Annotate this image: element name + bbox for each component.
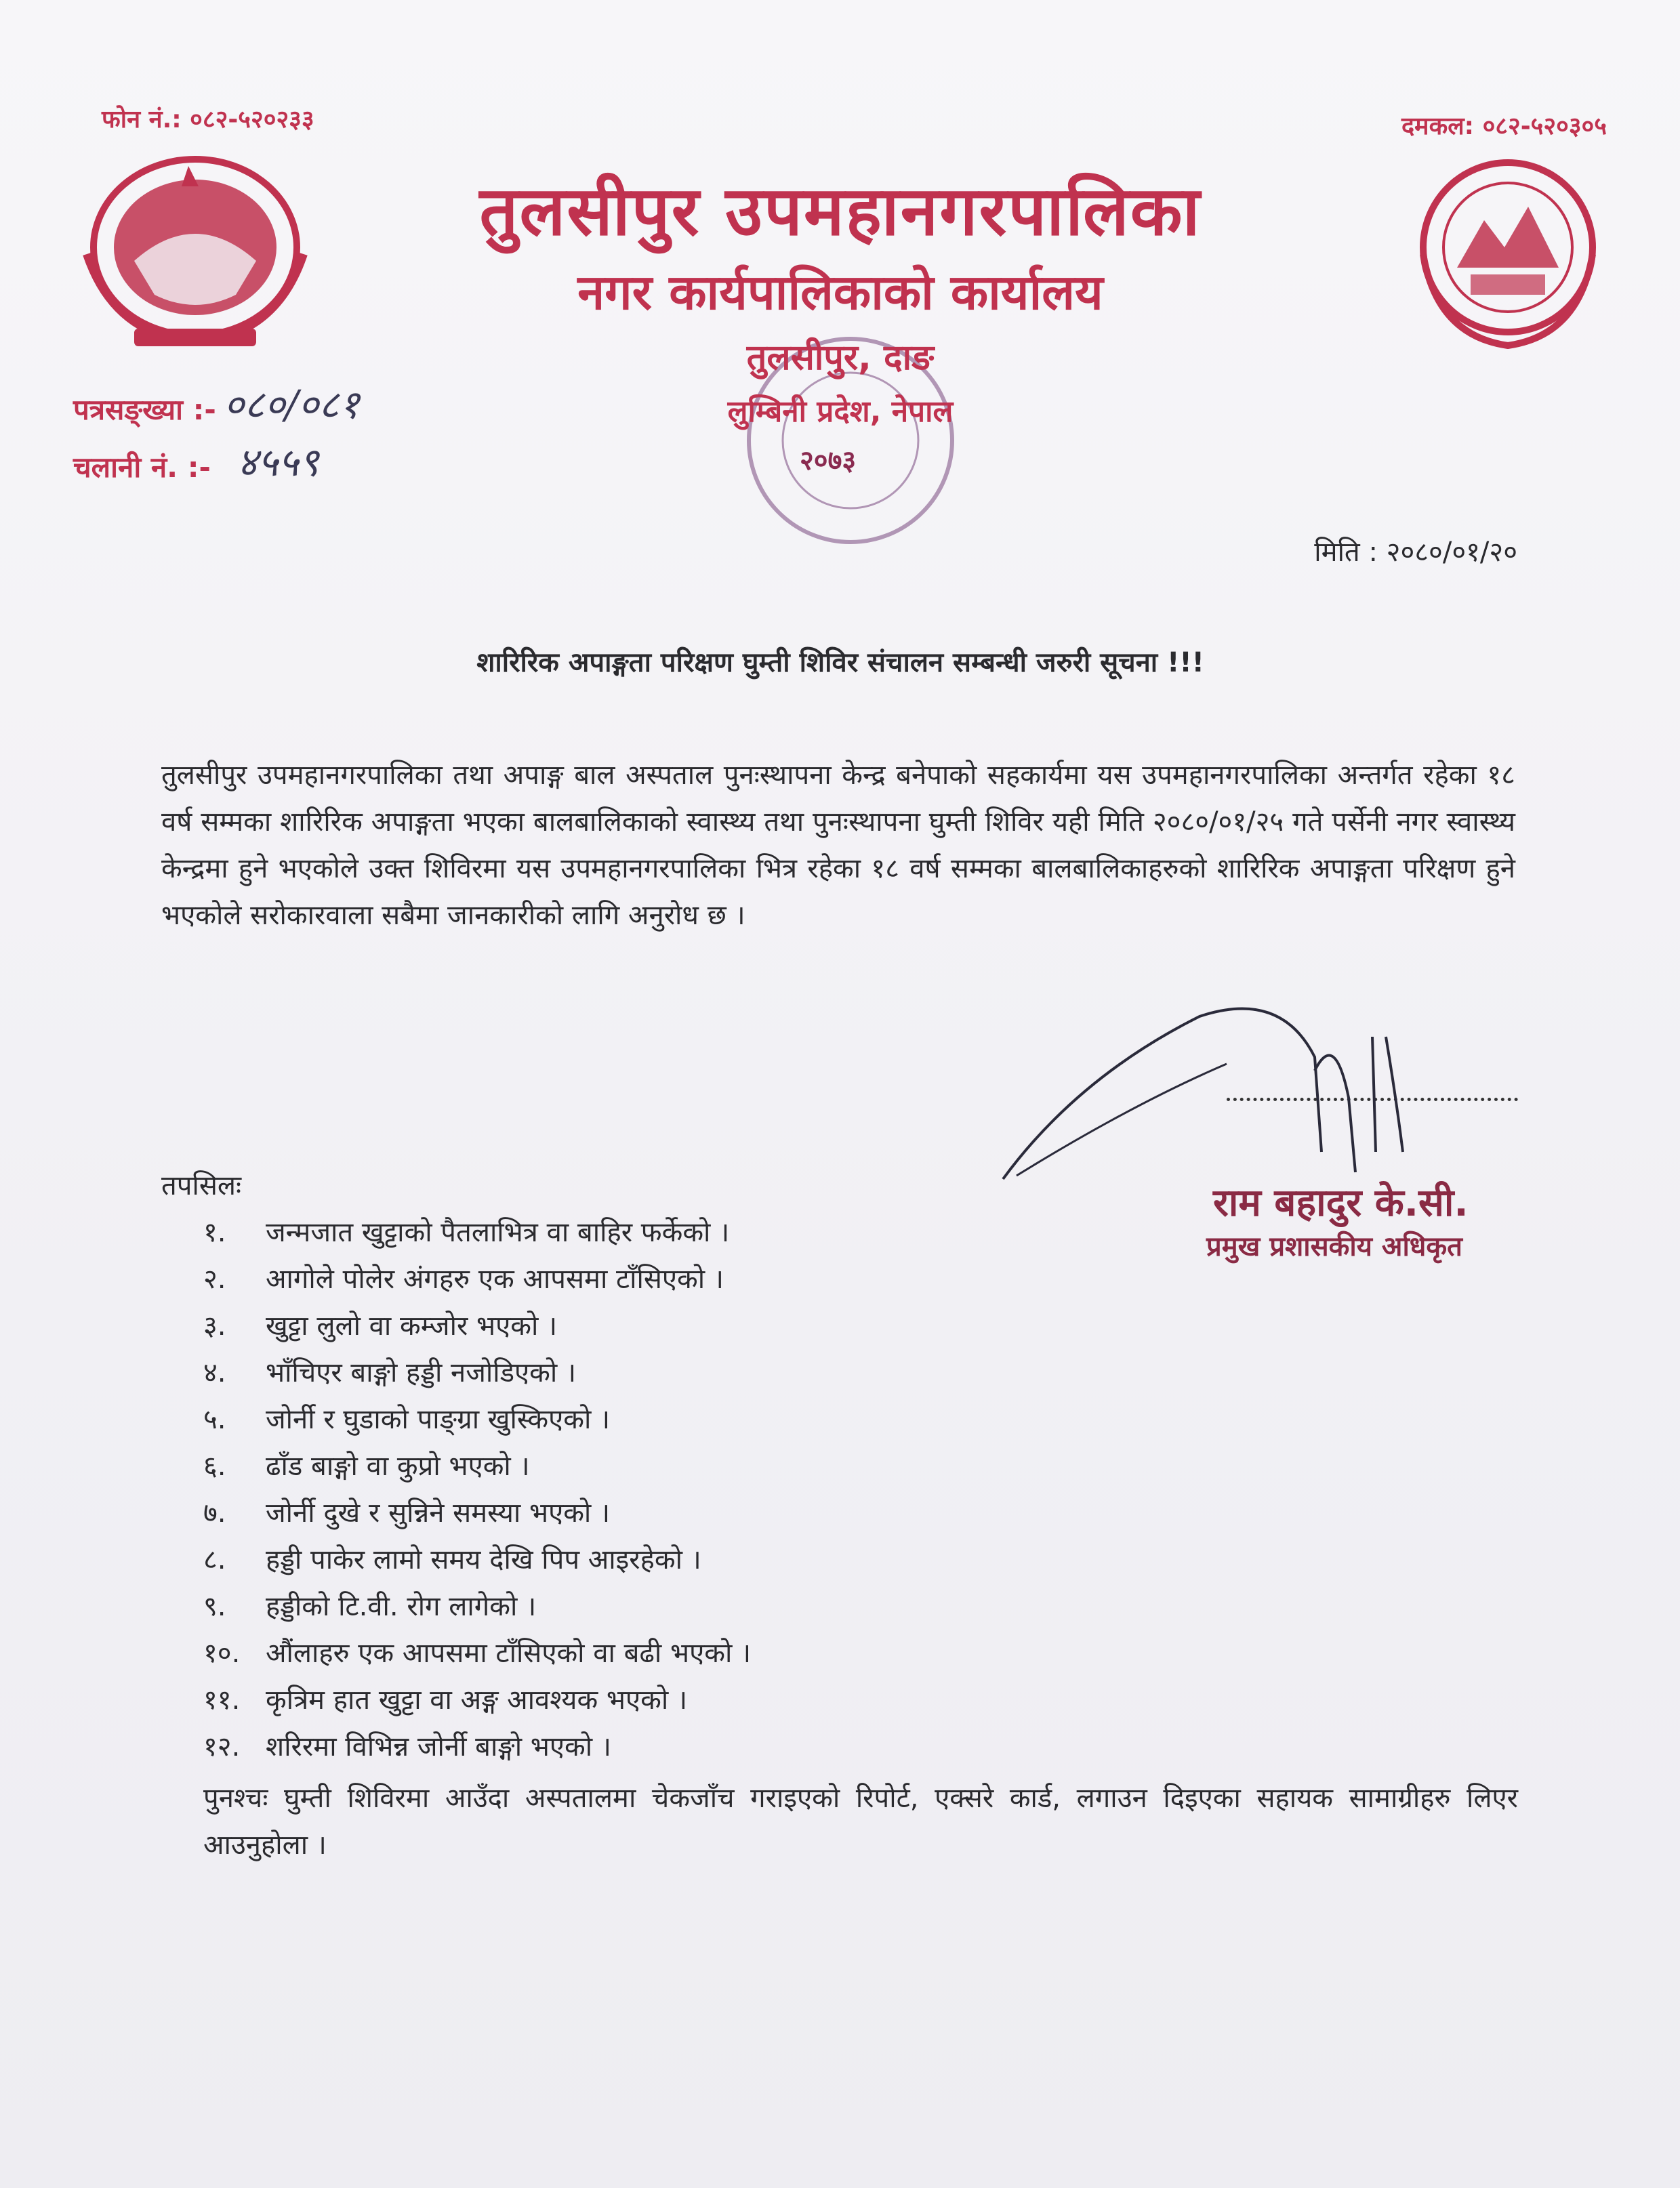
list-heading: तपसिलः <box>161 1170 242 1201</box>
handwritten-signature <box>996 996 1437 1199</box>
municipality-seal <box>1410 152 1606 356</box>
dispatch-label: चलानी नं. :- <box>73 451 211 484</box>
signatory-name: राम बहादुर के.सी. <box>1213 1181 1469 1225</box>
list-item: १२. शरिरमा विभिन्न जोर्नी बाङ्गो भएको । <box>203 1731 611 1762</box>
fire-service-number: दमकल: ०८२-५२०३०५ <box>1401 112 1607 140</box>
letter-date: मिति : २०८०/०१/२० <box>1314 537 1517 568</box>
list-item: ५. जोर्नी र घुडाको पाङ्ग्रा खुस्किएको । <box>203 1404 611 1435</box>
list-item: ११. कृत्रिम हात खुट्टा वा अङ्ग आवश्यक भएको । <box>203 1685 688 1716</box>
list-item: १०. औंलाहरु एक आपसमा टाँसिएको वा बढी भएको । <box>203 1638 752 1669</box>
reference-label: पत्रसङ्ख्या :- <box>73 393 216 426</box>
stamp-year: २०७३ <box>800 445 857 476</box>
list-item: १. जन्मजात खुट्टाको पैतलाभित्र वा बाहिर फर्केको । <box>203 1217 730 1248</box>
list-item: ९. हड्डीको टि.वी. रोग लागेको । <box>203 1591 537 1622</box>
criteria-list <box>203 1210 1491 1771</box>
list-item: ७. जोर्नी दुखे र सुन्निने समस्या भएको । <box>203 1498 611 1529</box>
phone-number: फोन नं.: ०८२-५२०२३३ <box>102 106 314 133</box>
list-item: ३. खुट्टा लुलो वा कम्जोर भएको । <box>203 1310 558 1342</box>
notice-body: तुलसीपुर उपमहानगरपालिका तथा अपाङ्ग बाल अस्पताल पुनःस्थापना केन्द्र बनेपाको सहकार्यमा यस उपमहानगरपालिका अन्तर्गत रहेका १८ वर्ष सम्मका शारिरिक अपाङ्गता भएका बालबालिकाको स्वास्थ्य तथा पुनःस्थापना घुम्ती शिविर यही मिति २०८०/०१/२५ गते पर्सेनी नगर स्वास्थ्य केन्द्रमा हुने भएकोले उक्त शिविरमा यस उपमहानगरपालिका भित्र रहेका १८ वर्ष सम्मका बालबालिकाहरुको शारिरिक अपाङ्गता परिक्षण हुने भएकोले सरोकारवाला सबैमा जानकारीको लागि अनुरोध छ । <box>161 760 1515 931</box>
office-location: तुलसीपुर, दाङ <box>746 337 935 378</box>
reference-number: ०८०/०८१ <box>224 381 360 428</box>
list-item: ६. ढाँड बाङ्गो वा कुप्रो भएको । <box>203 1451 530 1482</box>
postscript-note: पुनश्चः घुम्ती शिविरमा आउँदा अस्पतालमा चेकजाँच गराइएको रिपोर्ट, एक्सरे कार्ड, लगाउन दिइएका सहायक सामाग्रीहरु लिएर आउनुहोला । <box>203 1783 1518 1861</box>
list-item: ८. हड्डी पाकेर लामो समय देखि पिप आइरहेको । <box>203 1544 701 1575</box>
nepal-emblem-seal <box>73 146 317 356</box>
organization-name: तुलसीपुर उपमहानगरपालिका <box>479 171 1202 251</box>
list-item: २. आगोले पोलेर अंगहरु एक आपसमा टाँसिएको । <box>203 1264 724 1295</box>
office-name: नगर कार्यपालिकाको कार्यालय <box>577 264 1103 321</box>
dispatch-number: ४५५९ <box>237 439 319 485</box>
notice-subject: शारिरिक अपाङ्गता परिक्षण घुम्ती शिविर संचालन सम्बन्धी जरुरी सूचना !!! <box>476 647 1204 678</box>
list-item: ४. भाँचिएर बाङ्गो हड्डी नजोडिएको । <box>203 1357 577 1388</box>
signatory-title: प्रमुख प्रशासकीय अधिकृत <box>1206 1231 1462 1262</box>
province-line: लुम्बिनी प्रदेश, नेपाल <box>727 394 954 429</box>
